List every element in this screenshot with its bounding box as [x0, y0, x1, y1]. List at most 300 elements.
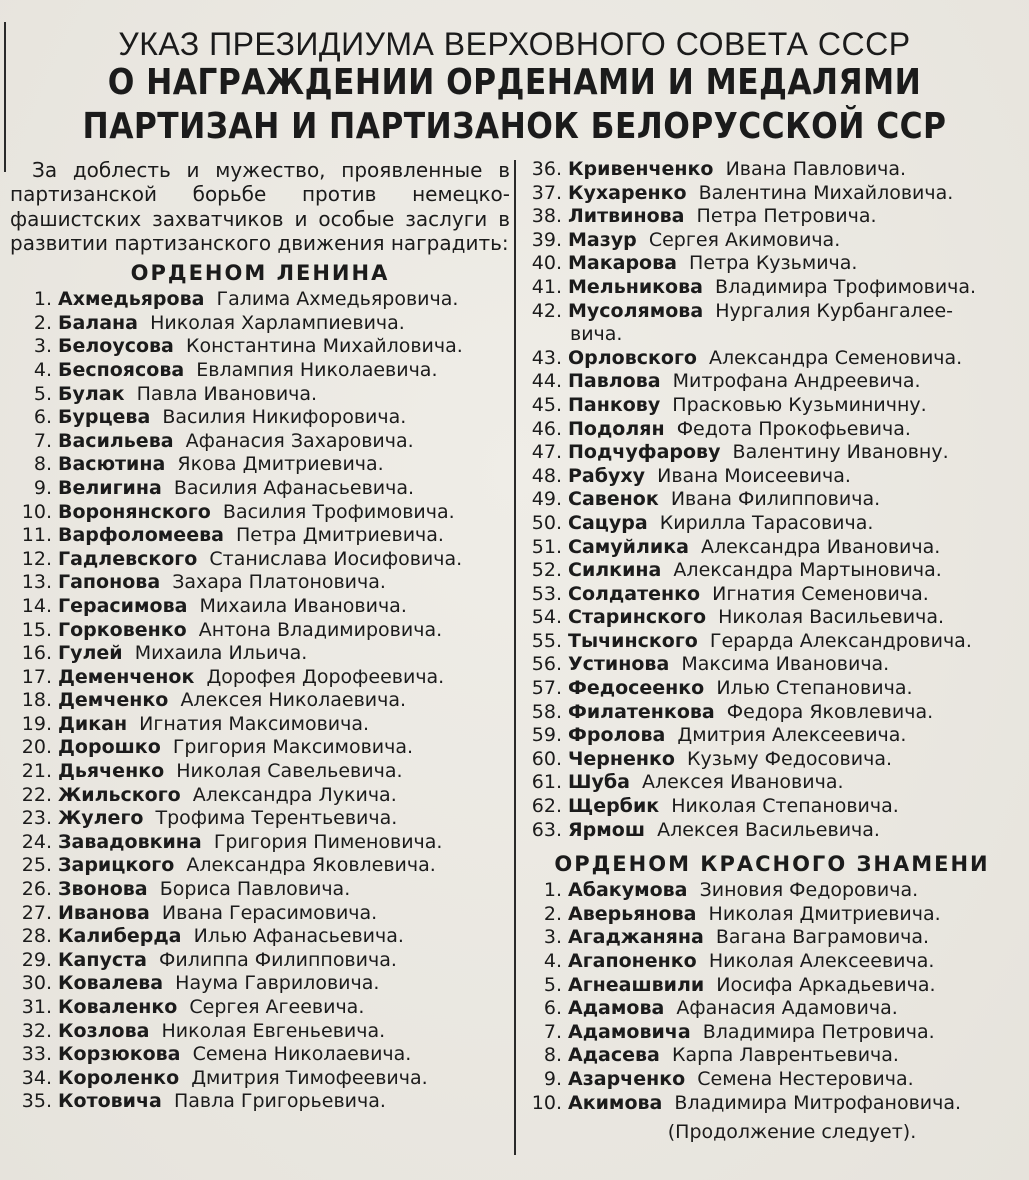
entry-number: 18.	[21, 689, 52, 712]
entry-surname: Беспоясова	[58, 358, 185, 381]
award-entry	[10, 453, 510, 477]
award-entry	[522, 158, 1022, 182]
entry-name	[568, 418, 911, 442]
award-entry	[522, 536, 1022, 560]
entry-given-names: Алексея Николаевича.	[168, 689, 407, 712]
award-entry	[10, 548, 510, 572]
entry-name	[568, 748, 892, 772]
entry-given-names: Дмитрия Алексеевича.	[665, 724, 907, 747]
entry-surname: Солдатенко	[568, 582, 701, 605]
award-entry	[10, 713, 510, 737]
award-entry	[10, 312, 510, 336]
award-entry	[10, 760, 510, 784]
entry-given-names: Федора Яковлевича.	[714, 700, 934, 723]
entry-number: 15.	[21, 618, 52, 641]
entry-name	[568, 630, 972, 654]
award-entry	[522, 630, 1022, 654]
entry-name	[58, 571, 386, 595]
award-entry	[10, 996, 510, 1020]
entry-name	[568, 950, 934, 974]
entry-name	[58, 524, 444, 548]
entry-name	[58, 949, 397, 973]
entry-surname: Азарченко	[568, 1067, 686, 1090]
entry-name	[568, 1044, 899, 1068]
section-title-order-of-red-banner: ОРДЕНОМ КРАСНОГО ЗНАМЕНИ	[554, 852, 990, 877]
entry-number: 6.	[543, 997, 562, 1020]
entry-surname: Коваленко	[58, 996, 178, 1018]
award-entry	[10, 619, 510, 643]
entry-surname: Велигина	[58, 476, 162, 499]
entry-surname: Самуйлика	[568, 535, 689, 558]
award-entry	[522, 182, 1022, 206]
entry-given-names: Владимира Митрофановича.	[662, 1091, 962, 1114]
entry-surname: Панкову	[568, 393, 661, 416]
entry-number: 62.	[531, 795, 562, 818]
entry-surname: Дорошко	[58, 736, 161, 759]
entry-name	[568, 512, 873, 536]
entry-name	[58, 595, 407, 619]
entry-surname: Воронянского	[58, 500, 211, 523]
entry-number: 63.	[531, 818, 562, 841]
entry-number: 23.	[21, 807, 52, 830]
entry-surname: Звонова	[58, 878, 148, 901]
entry-name	[58, 854, 436, 878]
entry-given-names: Илью Степановича.	[704, 677, 913, 700]
entry-number: 9.	[33, 476, 52, 499]
entry-number: 37.	[531, 181, 562, 204]
entry-name	[568, 819, 880, 843]
entry-surname: Черненко	[568, 747, 675, 770]
entry-surname: Белоусова	[58, 335, 174, 358]
entry-given-names: Захара Платоновича.	[160, 571, 386, 594]
award-entry	[522, 1092, 1022, 1116]
entry-number: 19.	[21, 712, 52, 735]
entry-name	[58, 1043, 411, 1067]
entry-surname: Абакумова	[568, 879, 688, 902]
entry-given-names: Валентину Ивановну.	[720, 441, 949, 464]
entry-number: 33.	[21, 1043, 52, 1066]
entry-surname: Адамова	[568, 997, 665, 1020]
entry-surname: Адамовича	[568, 1020, 691, 1043]
entry-surname: Ярмош	[568, 818, 645, 841]
award-entry	[10, 571, 510, 595]
entry-surname: Балана	[58, 311, 138, 334]
entry-name	[58, 807, 397, 831]
left-column	[10, 158, 510, 1114]
right-column	[522, 158, 1022, 1143]
entry-number: 38.	[531, 205, 562, 228]
entry-surname: Жильского	[58, 783, 181, 806]
entry-number: 59.	[531, 724, 562, 747]
entry-continuation: вича.	[570, 323, 623, 346]
entry-surname: Щербик	[568, 795, 660, 818]
entry-name	[568, 229, 840, 253]
entry-given-names: Михаила Ивановича.	[187, 594, 407, 617]
entry-name	[58, 996, 364, 1020]
entry-number: 14.	[21, 594, 52, 617]
entry-surname: Орловского	[568, 346, 697, 369]
award-entry	[10, 288, 510, 312]
entry-surname: Макарова	[568, 252, 677, 275]
entry-number: 56.	[531, 653, 562, 676]
entry-number: 35.	[21, 1090, 52, 1113]
entry-number: 58.	[531, 700, 562, 723]
entry-name	[58, 689, 406, 713]
entry-surname: Подчуфарову	[568, 441, 721, 464]
award-entry	[522, 347, 1022, 371]
entry-surname: Павлова	[568, 370, 661, 393]
entry-given-names: Владимира Петровича.	[690, 1020, 935, 1043]
entry-number: 2.	[543, 902, 562, 925]
entry-surname: Короленко	[58, 1066, 180, 1089]
entry-number: 8.	[543, 1044, 562, 1067]
award-entry	[522, 903, 1022, 927]
entry-number: 16.	[21, 642, 52, 665]
award-entry	[10, 878, 510, 902]
entry-surname: Рабуху	[568, 464, 646, 487]
award-entry	[522, 1068, 1022, 1092]
entry-name	[568, 252, 857, 276]
award-entry	[522, 583, 1022, 607]
entry-number: 3.	[543, 926, 562, 949]
award-entry	[522, 926, 1022, 950]
award-entry	[10, 807, 510, 831]
entry-name	[58, 878, 350, 902]
entry-name	[568, 677, 913, 701]
entry-name	[58, 548, 462, 572]
entry-name	[58, 642, 307, 666]
entry-given-names: Вагана Ваграмовича.	[703, 926, 930, 949]
award-entry	[10, 925, 510, 949]
entry-surname: Дьяченко	[58, 760, 165, 783]
entry-given-names: Василия Трофимовича.	[210, 500, 455, 523]
entry-surname: Деменченок	[58, 665, 195, 688]
entry-surname: Тычинского	[568, 629, 698, 652]
entry-name	[58, 430, 414, 454]
award-entry	[522, 819, 1022, 843]
award-entry	[10, 689, 510, 713]
award-entry	[522, 370, 1022, 394]
entry-number: 40.	[531, 252, 562, 275]
entry-surname: Зарицкого	[58, 854, 175, 877]
entry-name	[568, 536, 940, 560]
entry-name	[58, 784, 397, 808]
entry-number: 24.	[21, 830, 52, 853]
entry-surname: Иванова	[58, 901, 150, 924]
entry-given-names: Митрофана Андреевича.	[660, 370, 921, 393]
entry-name	[568, 1068, 914, 1092]
entry-number: 8.	[33, 453, 52, 476]
entry-name	[58, 1090, 386, 1114]
award-entry	[522, 879, 1022, 903]
entry-number: 52.	[531, 559, 562, 582]
entry-surname: Адасева	[568, 1044, 660, 1067]
entry-given-names: Игнатия Семеновича.	[700, 582, 929, 605]
entry-surname: Мазур	[568, 228, 637, 251]
entry-given-names: Павла Ивановича.	[124, 382, 318, 405]
entry-number: 6.	[33, 406, 52, 429]
column-divider	[514, 160, 516, 1155]
entry-name	[58, 288, 458, 312]
entry-name	[568, 795, 899, 819]
award-entry	[522, 724, 1022, 748]
entry-given-names: Алексея Ивановича.	[629, 771, 844, 794]
entry-name	[568, 974, 936, 998]
entry-name	[568, 182, 953, 206]
entry-number: 2.	[33, 311, 52, 334]
award-entry	[10, 1067, 510, 1091]
entry-given-names: Александра Семеновича.	[696, 346, 963, 369]
award-entry	[522, 606, 1022, 630]
entry-surname: Демченко	[58, 689, 169, 712]
entry-given-names: Антона Владимировича.	[186, 618, 443, 641]
entry-name	[568, 583, 929, 607]
award-entry	[522, 205, 1022, 229]
entry-given-names: Николая Харлампиевича.	[138, 311, 405, 334]
entry-surname: Подолян	[568, 417, 665, 440]
entry-number: 25.	[21, 854, 52, 877]
entry-name	[58, 902, 377, 926]
award-entry	[10, 642, 510, 666]
decree-heading: УКАЗ ПРЕЗИДИУМА ВЕРХОВНОГО СОВЕТА СССР	[118, 26, 911, 62]
entry-number: 51.	[531, 535, 562, 558]
entry-name	[58, 312, 405, 336]
entry-given-names: Ивана Павловича.	[713, 158, 907, 180]
entry-given-names: Валентина Михайловича.	[686, 181, 954, 204]
entry-surname: Силкина	[568, 559, 662, 582]
entry-name	[568, 300, 953, 324]
entry-name	[58, 1067, 428, 1091]
entry-surname: Завадовкина	[58, 830, 202, 853]
award-entry	[522, 394, 1022, 418]
lenin-list-left	[10, 288, 510, 1114]
entry-surname: Устинова	[568, 653, 670, 676]
entry-number: 4.	[33, 358, 52, 381]
entry-number: 32.	[21, 1019, 52, 1042]
entry-surname: Капуста	[58, 948, 147, 971]
entry-name	[568, 441, 949, 465]
entry-name	[568, 370, 921, 394]
award-entry	[10, 430, 510, 454]
entry-surname: Агаджаняна	[568, 926, 704, 949]
award-entry	[522, 488, 1022, 512]
award-entry	[10, 477, 510, 501]
entry-surname: Васильева	[58, 429, 174, 452]
award-entry	[522, 677, 1022, 701]
award-entry	[522, 559, 1022, 583]
entry-given-names: Григория Пименовича.	[201, 830, 443, 853]
entry-name	[568, 926, 929, 950]
award-entry	[10, 1043, 510, 1067]
entry-number: 43.	[531, 346, 562, 369]
entry-number: 55.	[531, 629, 562, 652]
entry-given-names: Владимира Трофимовича.	[702, 275, 977, 298]
entry-given-names: Наума Гавриловича.	[163, 972, 380, 995]
entry-surname: Старинского	[568, 606, 707, 629]
entry-number: 17.	[21, 665, 52, 688]
entry-name	[58, 359, 437, 383]
entry-name	[58, 383, 317, 407]
entry-given-names: Герарда Александровича.	[697, 629, 972, 652]
entry-number: 13.	[21, 571, 52, 594]
entry-given-names: Василия Афанасьевича.	[161, 476, 415, 499]
entry-name	[568, 724, 906, 748]
entry-given-names: Семена Нестеровича.	[685, 1067, 914, 1090]
entry-surname: Мусолямова	[568, 299, 704, 322]
award-entry	[10, 595, 510, 619]
entry-number: 4.	[543, 950, 562, 972]
entry-name	[568, 903, 941, 927]
entry-surname: Котовича	[58, 1090, 162, 1113]
entry-given-names: Николая Степановича.	[659, 795, 899, 818]
award-entry	[522, 974, 1022, 998]
entry-given-names: Михаила Ильича.	[122, 642, 308, 665]
entry-given-names: Петра Петровича.	[684, 205, 877, 228]
entry-number: 48.	[531, 464, 562, 487]
entry-given-names: Дорофея Дорофеевича.	[194, 665, 445, 688]
entry-name	[568, 465, 851, 489]
entry-number: 30.	[21, 972, 52, 995]
entry-number: 50.	[531, 511, 562, 534]
entry-given-names: Петра Дмитриевича.	[223, 524, 444, 547]
entry-given-names: Игнатия Максимовича.	[127, 712, 370, 735]
award-entry	[10, 406, 510, 430]
entry-given-names: Якова Дмитриевича.	[165, 453, 384, 476]
entry-surname: Акимова	[568, 1091, 663, 1114]
entry-name	[568, 606, 944, 630]
entry-name	[58, 335, 463, 359]
award-entry	[522, 300, 1022, 324]
entry-name	[568, 394, 927, 418]
entry-surname: Агнеашвили	[568, 973, 705, 996]
entry-surname: Федосеенко	[568, 677, 705, 700]
award-entry	[10, 902, 510, 926]
entry-given-names: Евлампия Николаевича.	[184, 358, 438, 381]
entry-name	[568, 276, 976, 300]
entry-name	[58, 453, 384, 477]
entry-given-names: Прасковью Кузьминичну.	[660, 393, 927, 416]
entry-number: 9.	[543, 1067, 562, 1090]
entry-given-names: Николая Дмитриевича.	[696, 902, 941, 925]
award-entry	[10, 831, 510, 855]
entry-surname: Шуба	[568, 771, 630, 794]
award-entry	[522, 229, 1022, 253]
entry-given-names: Кузьму Федосовича.	[674, 747, 892, 770]
entry-name	[568, 205, 877, 229]
entry-given-names: Ивана Филипповича.	[658, 488, 881, 511]
section-title-order-of-lenin: ОРДЕНОМ ЛЕНИНА	[130, 261, 390, 286]
entry-number: 12.	[21, 547, 52, 570]
award-entry	[10, 501, 510, 525]
entry-surname: Сацура	[568, 511, 648, 534]
entry-surname: Гулей	[58, 642, 123, 665]
entry-surname: Фролова	[568, 724, 666, 747]
entry-name	[568, 347, 962, 371]
entry-number: 11.	[21, 524, 52, 547]
entry-surname: Козлова	[58, 1019, 150, 1042]
award-entry	[522, 748, 1022, 772]
entry-name	[58, 760, 403, 784]
entry-surname: Васютина	[58, 453, 166, 476]
entry-surname: Гадлевского	[58, 547, 198, 570]
entry-given-names: Николая Васильевича.	[706, 606, 945, 629]
entry-surname: Калиберда	[58, 925, 182, 948]
intro-paragraph: За доблесть и мужество, проявленные в партизанской борьбе против немецко-фашистских захватчиков и особые заслуги в развитии партизанского движения наградить:	[10, 158, 510, 255]
entry-name	[568, 879, 918, 903]
award-entry	[522, 418, 1022, 442]
entry-number: 7.	[33, 429, 52, 452]
decree-title-line1: О НАГРАЖДЕНИИ ОРДЕНАМИ И МЕДАЛЯМИ	[107, 62, 922, 103]
entry-surname: Ахмедьярова	[58, 288, 205, 311]
entry-surname: Кривенченко	[568, 158, 714, 180]
entry-number: 47.	[531, 441, 562, 464]
entry-surname: Ковалева	[58, 972, 164, 995]
entry-number: 44.	[531, 370, 562, 393]
entry-given-names: Александра Ивановича.	[688, 535, 941, 558]
entry-number: 22.	[21, 783, 52, 806]
entry-surname: Кухаренко	[568, 181, 687, 204]
entry-given-names: Ивана Моисеевича.	[645, 464, 851, 487]
entry-name	[568, 701, 933, 725]
entry-number: 41.	[531, 275, 562, 298]
entry-given-names: Василия Никифоровича.	[150, 406, 407, 429]
entry-name	[58, 925, 404, 949]
award-entry	[522, 795, 1022, 819]
entry-number: 10.	[531, 1091, 562, 1114]
entry-number: 27.	[21, 901, 52, 924]
entry-given-names: Трофима Терентьевича.	[143, 807, 398, 830]
entry-surname: Гапонова	[58, 571, 161, 594]
entry-name	[568, 653, 889, 677]
award-entry	[10, 359, 510, 383]
entry-number: 3.	[33, 335, 52, 358]
entry-surname: Аверьянова	[568, 902, 697, 925]
continuation-note: (Продолжение следует).	[667, 1121, 917, 1144]
entry-number: 39.	[531, 228, 562, 251]
entry-name	[568, 158, 906, 182]
entry-number: 57.	[531, 677, 562, 700]
entry-name	[58, 666, 444, 690]
entry-given-names: Бориса Павловича.	[147, 878, 351, 901]
award-entry	[10, 335, 510, 359]
entry-given-names: Дмитрия Тимофеевича.	[179, 1066, 428, 1089]
award-entry	[10, 1090, 510, 1114]
entry-given-names: Сергея Агеевича.	[177, 996, 365, 1018]
entry-given-names: Сергея Акимовича.	[636, 228, 841, 251]
award-entry	[522, 1021, 1022, 1045]
entry-given-names: Илью Афанасьевича.	[181, 925, 404, 948]
entry-given-names: Алексея Васильевича.	[645, 818, 880, 841]
entry-name	[58, 619, 442, 643]
award-entry	[522, 441, 1022, 465]
award-entry	[10, 972, 510, 996]
entry-surname: Горковенко	[58, 618, 187, 641]
entry-surname: Жулего	[58, 807, 144, 830]
award-entry	[522, 252, 1022, 276]
entry-name	[568, 1092, 961, 1116]
entry-number: 31.	[21, 996, 52, 1018]
award-entry	[10, 736, 510, 760]
entry-given-names: Александра Мартыновича.	[661, 559, 942, 582]
entry-given-names: Ивана Герасимовича.	[149, 901, 378, 924]
entry-number: 1.	[543, 879, 562, 902]
entry-name	[58, 406, 406, 430]
entry-surname: Герасимова	[58, 594, 188, 617]
award-entry	[10, 1020, 510, 1044]
entry-number: 5.	[33, 382, 52, 405]
entry-name	[568, 1021, 935, 1045]
entry-number: 21.	[21, 760, 52, 783]
